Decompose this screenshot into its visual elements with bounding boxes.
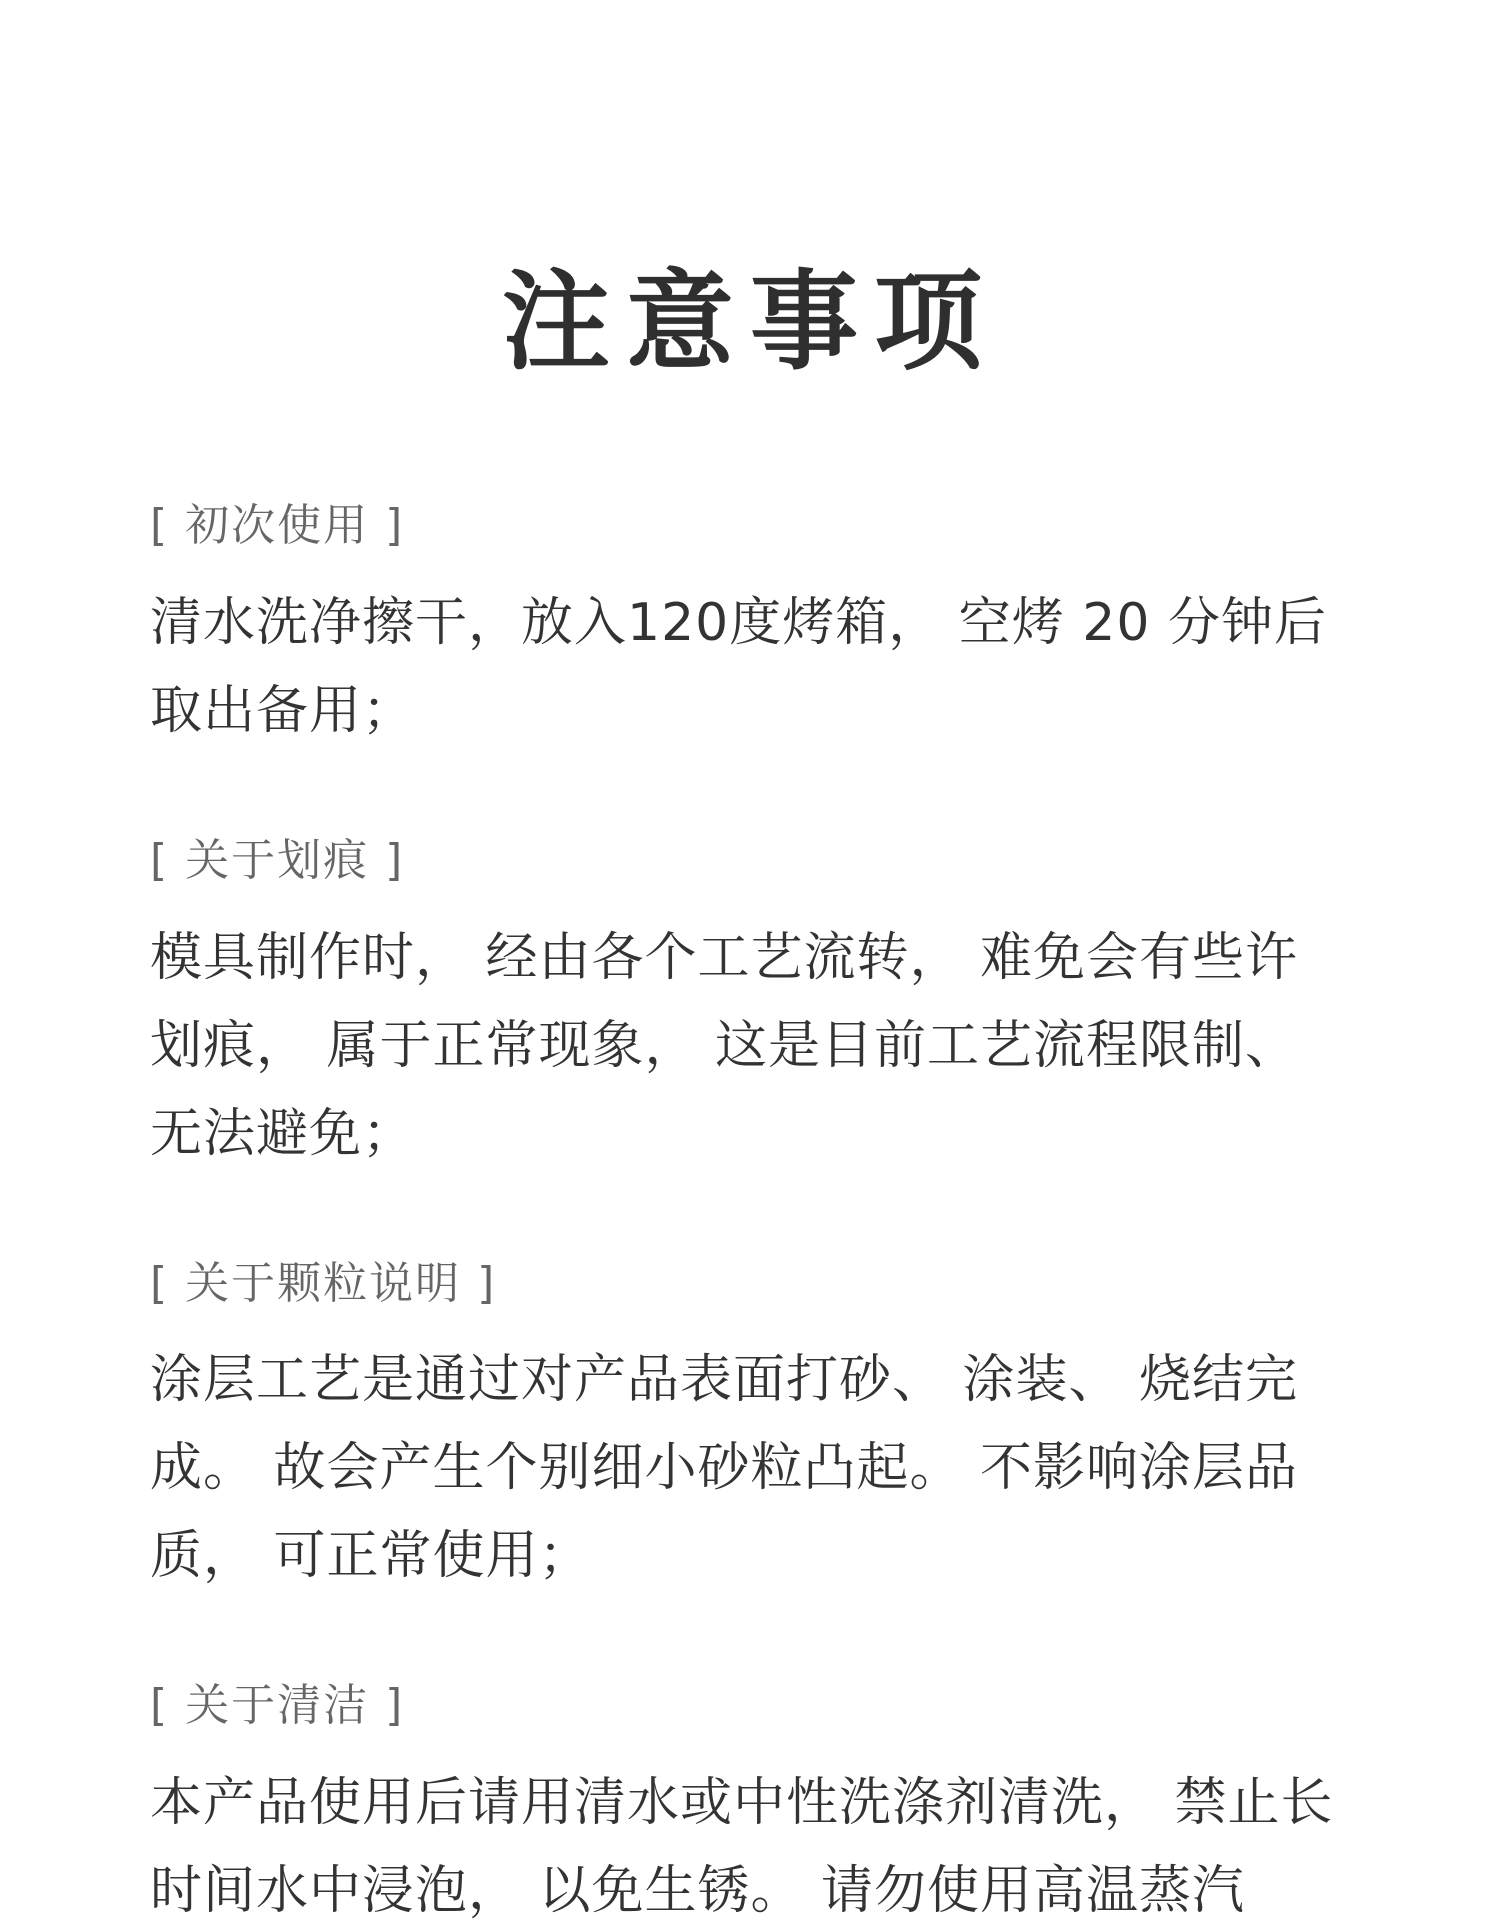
section-label: [ 关于颗粒说明 ] — [150, 1257, 497, 1309]
section-body: 本产品使用后请用清水或中性洗涤剂清洗， 禁止长时间水中浸泡， 以免生锈。 请勿使用高温蒸汽 — [150, 1773, 1334, 1920]
page-title: 注意事项 — [501, 260, 998, 385]
section-body: 涂层工艺是通过对产品表面打砂、 涂装、 烧结完成。 故会产生个别细小砂粒凸起。 不影响涂层品质， 可正常使用； — [150, 1350, 1299, 1587]
notice-content — [150, 500, 1350, 1920]
section-cleaning — [150, 1680, 1350, 1920]
section-label: [ 关于清洁 ] — [150, 1680, 405, 1732]
section-first-use — [150, 500, 1350, 755]
section-body: 模具制作时， 经由各个工艺流转， 难免会有些许划痕， 属于正常现象， 这是目前工艺流程限制、无法避免； — [150, 927, 1299, 1164]
section-body: 清水洗净擦干，放入120度烤箱， 空烤 20 分钟后取出备用； — [150, 592, 1328, 741]
section-label: [ 初次使用 ] — [150, 500, 405, 551]
section-particles — [150, 1258, 1350, 1601]
section-scratches — [150, 835, 1350, 1178]
section-label: [ 关于划痕 ] — [150, 834, 405, 886]
